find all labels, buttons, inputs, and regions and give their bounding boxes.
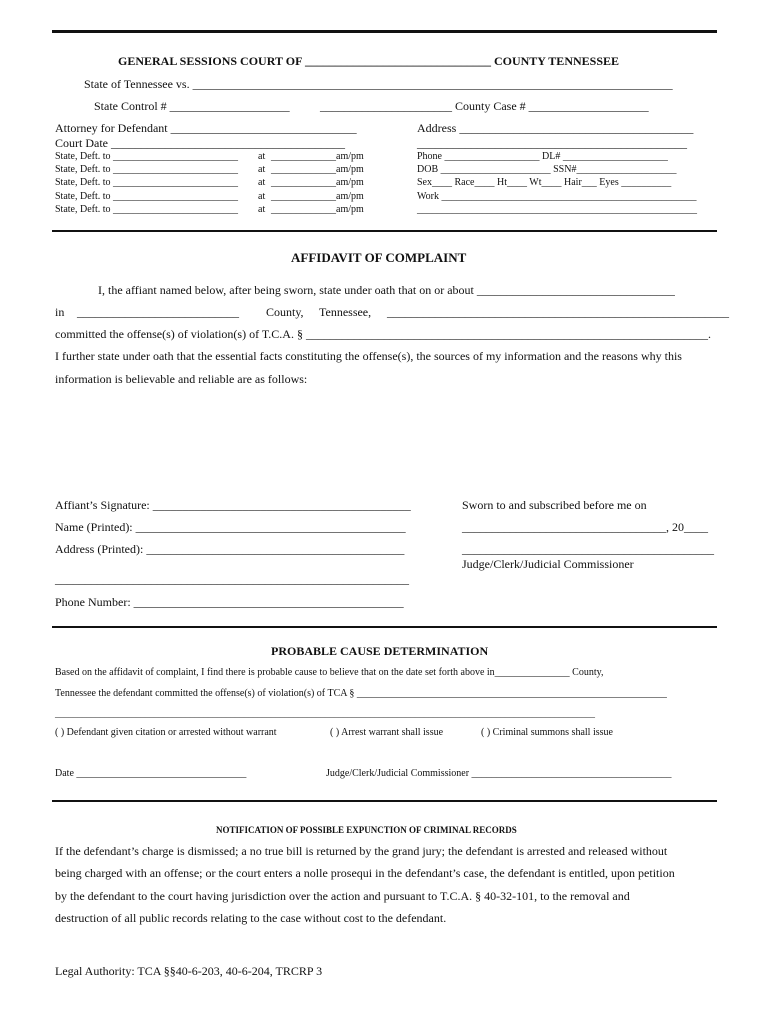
dept-row-label[interactable]: State, Deft. to _________________________: [55, 151, 239, 162]
county-case-field[interactable]: ______________________ County Case # ____________________: [320, 99, 649, 113]
dept-row-time[interactable]: _____________am/pm: [271, 191, 364, 202]
affidavit-line3[interactable]: committed the offense(s) of violation(s) of T.C.A. § ___________________________________________________________________.: [55, 327, 711, 341]
expunction-line3: by the defendant to the court having jurisdiction over the action and pursuant to T.C.A. § 40-32-101, to the removal and: [55, 889, 630, 903]
dept-row-at: at: [258, 191, 266, 202]
legal-authority: Legal Authority: TCA §§40-6-203, 40-6-204, TRCRP 3: [55, 964, 323, 978]
work-line2-field[interactable]: ________________________________________________________: [417, 204, 697, 215]
pc-date-field[interactable]: Date __________________________________: [55, 768, 247, 779]
probable-cause-line2[interactable]: Tennessee the defendant committed the offense(s) of violation(s) of TCA § ______________________________________________________________: [55, 688, 667, 699]
dept-row-label[interactable]: State, Deft. to _________________________: [55, 191, 239, 202]
signature-divider: [52, 626, 717, 628]
affidavit-line1[interactable]: I, the affiant named below, after being sworn, state under oath that on or about _________________________________: [98, 283, 675, 297]
state-vs-field[interactable]: State of Tennessee vs. ________________________________________________________________________________: [84, 77, 673, 91]
pc-judge-field[interactable]: Judge/Clerk/Judicial Commissioner ________________________________________: [326, 768, 672, 779]
affidavit-line5: information is believable and reliable are as follows:: [55, 372, 308, 386]
court-date-field[interactable]: Court Date _______________________________________: [55, 136, 345, 150]
address-printed-field[interactable]: Address (Printed): ___________________________________________: [55, 542, 405, 556]
header-divider: [52, 230, 717, 232]
address-line2-field[interactable]: _____________________________________________: [417, 136, 687, 150]
affiant-signature-field[interactable]: Affiant’s Signature: ___________________________________________: [55, 498, 411, 512]
affidavit-line2-blank[interactable]: _________________________________________________________: [387, 305, 729, 319]
affidavit-tennessee-label: Tennessee,: [319, 305, 372, 319]
work-field[interactable]: Work ___________________________________________________: [417, 191, 697, 202]
dept-row-label[interactable]: State, Deft. to _________________________: [55, 204, 239, 215]
affidavit-in-label: in: [55, 305, 65, 319]
probable-cause-divider: [52, 800, 717, 802]
physical-description-field[interactable]: Sex____ Race____ Ht____ Wt____ Hair___ Eyes __________: [417, 177, 672, 188]
attorney-field[interactable]: Attorney for Defendant _______________________________: [55, 121, 357, 135]
top-border-rule: [52, 30, 717, 33]
probable-cause-line3[interactable]: ________________________________________________________________________________________________________________________: [55, 709, 595, 719]
probable-cause-title: PROBABLE CAUSE DETERMINATION: [271, 644, 489, 658]
dept-row-at: at: [258, 177, 266, 188]
citation-option[interactable]: ( ) Defendant given citation or arrested without warrant: [55, 727, 277, 738]
court-heading: GENERAL SESSIONS COURT OF _______________________________ COUNTY TENNESSEE: [118, 54, 620, 68]
probable-cause-line1[interactable]: Based on the affidavit of complaint, I find there is probable cause to believe that on the date set forth above in_______________ County,: [55, 667, 604, 678]
address-printed-line2[interactable]: ___________________________________________________________: [55, 572, 409, 586]
expunction-line2: being charged with an offense; or the court enters a nolle prosequi in the defendant’s case, the defendant is entitled, upon petition: [55, 866, 675, 880]
judge-signature-field[interactable]: __________________________________________: [462, 542, 714, 556]
expunction-line1: If the defendant’s charge is dismissed; a no true bill is returned by the grand jury; the defendant is arrested and released without: [55, 844, 668, 858]
name-printed-field[interactable]: Name (Printed): _____________________________________________: [55, 520, 406, 534]
dept-row-at: at: [258, 151, 266, 162]
dept-row-label[interactable]: State, Deft. to _________________________: [55, 164, 239, 175]
affidavit-line4: I further state under oath that the essential facts constituting the offense(s), the sources of my information and the reasons why this: [55, 349, 682, 363]
judge-title-label: Judge/Clerk/Judicial Commissioner: [462, 557, 634, 571]
dob-ssn-field[interactable]: DOB ______________________ SSN#____________________: [417, 164, 677, 175]
dept-row-at: at: [258, 204, 266, 215]
dept-row-at: at: [258, 164, 266, 175]
dept-row-time[interactable]: _____________am/pm: [271, 204, 364, 215]
sworn-date-field[interactable]: __________________________________, 20____: [462, 520, 708, 534]
dept-row-time[interactable]: _____________am/pm: [271, 177, 364, 188]
phone-dl-field[interactable]: Phone ___________________ DL# _____________________: [417, 151, 668, 162]
affidavit-county-label: County,: [266, 305, 304, 319]
arrest-warrant-option[interactable]: ( ) Arrest warrant shall issue: [330, 727, 444, 738]
address-field[interactable]: Address _______________________________________: [417, 121, 694, 135]
affidavit-title: AFFIDAVIT OF COMPLAINT: [291, 250, 467, 265]
dept-row-time[interactable]: _____________am/pm: [271, 164, 364, 175]
phone-number-field[interactable]: Phone Number: _____________________________________________: [55, 595, 404, 609]
sworn-label: Sworn to and subscribed before me on: [462, 498, 647, 512]
criminal-summons-option[interactable]: ( ) Criminal summons shall issue: [481, 727, 613, 738]
dept-row-time[interactable]: _____________am/pm: [271, 151, 364, 162]
affidavit-county-blank[interactable]: ___________________________: [77, 305, 239, 319]
dept-row-label[interactable]: State, Deft. to _________________________: [55, 177, 239, 188]
expunction-title: NOTIFICATION OF POSSIBLE EXPUNCTION OF CRIMINAL RECORDS: [216, 825, 517, 835]
state-control-field[interactable]: State Control # ____________________: [94, 99, 290, 113]
expunction-line4: destruction of all public records relating to the case without cost to the defendant.: [55, 911, 447, 925]
